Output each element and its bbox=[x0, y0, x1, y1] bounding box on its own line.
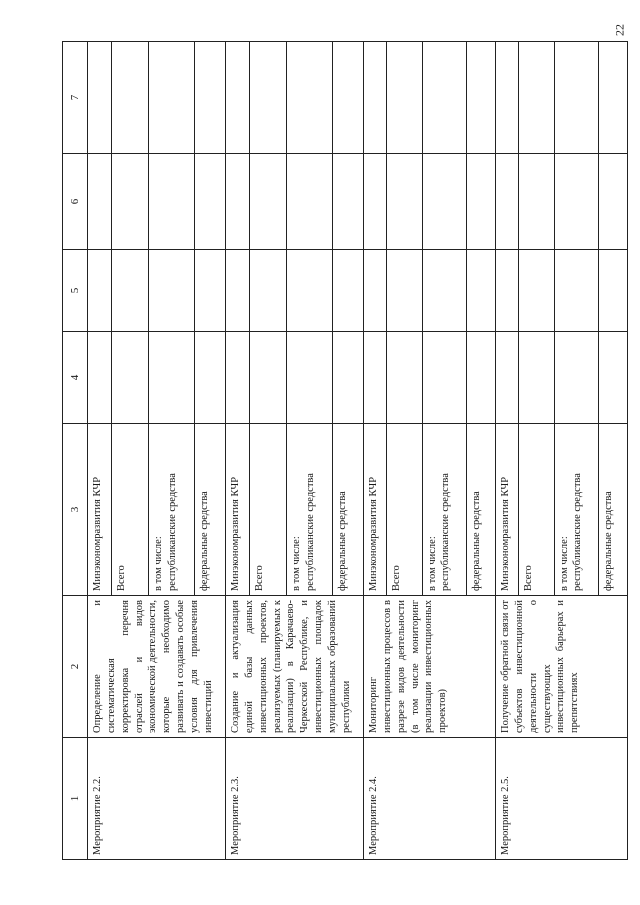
value-cell bbox=[422, 250, 466, 332]
funding-source: Всего bbox=[518, 424, 554, 596]
value-cell bbox=[250, 250, 287, 332]
value-cell bbox=[495, 250, 518, 332]
value-cell bbox=[363, 332, 386, 424]
table-row bbox=[363, 42, 386, 860]
measure-id: Мероприятие 2.2. bbox=[88, 738, 226, 860]
measure-description: Получение обратной связи от субъектов инвестиционной деятельности о существующих инвестиционных барьерах и препятствиях bbox=[495, 596, 627, 738]
funding-source: федеральные средства bbox=[466, 424, 495, 596]
table-sheet bbox=[62, 42, 628, 860]
funding-source: Минэкономразвития КЧР bbox=[88, 424, 112, 596]
column-header: 2 bbox=[63, 596, 88, 738]
value-cell bbox=[387, 42, 423, 154]
column-header: 7 bbox=[63, 42, 88, 154]
rotated-table-wrapper bbox=[62, 42, 628, 860]
measure-id: Мероприятие 2.3. bbox=[225, 738, 363, 860]
value-cell bbox=[195, 332, 226, 424]
value-cell bbox=[287, 250, 333, 332]
value-cell bbox=[518, 332, 554, 424]
funding-source: в том числе: республиканские средства bbox=[554, 424, 598, 596]
value-cell bbox=[250, 332, 287, 424]
funding-source: Минэкономразвития КЧР bbox=[495, 424, 518, 596]
funding-source: Всего bbox=[250, 424, 287, 596]
value-cell bbox=[333, 154, 364, 250]
value-cell bbox=[225, 332, 249, 424]
value-cell bbox=[422, 332, 466, 424]
value-cell bbox=[363, 42, 386, 154]
value-cell bbox=[112, 154, 149, 250]
value-cell bbox=[287, 154, 333, 250]
value-cell bbox=[466, 250, 495, 332]
value-cell bbox=[88, 42, 112, 154]
value-cell bbox=[466, 42, 495, 154]
value-cell bbox=[250, 42, 287, 154]
value-cell bbox=[518, 154, 554, 250]
page-number: 22 bbox=[612, 24, 627, 36]
value-cell bbox=[422, 154, 466, 250]
value-cell bbox=[88, 332, 112, 424]
column-header: 3 bbox=[63, 424, 88, 596]
column-header: 6 bbox=[63, 154, 88, 250]
value-cell bbox=[518, 42, 554, 154]
table-row bbox=[495, 42, 518, 860]
measure-id: Мероприятие 2.4. bbox=[363, 738, 495, 860]
value-cell bbox=[363, 250, 386, 332]
value-cell bbox=[466, 332, 495, 424]
value-cell bbox=[333, 332, 364, 424]
measure-id: Мероприятие 2.5. bbox=[495, 738, 627, 860]
funding-source: Минэкономразвития КЧР bbox=[363, 424, 386, 596]
header-row bbox=[63, 42, 88, 860]
funding-source: федеральные средства bbox=[195, 424, 226, 596]
value-cell bbox=[333, 42, 364, 154]
funding-source: Всего bbox=[387, 424, 423, 596]
value-cell bbox=[554, 42, 598, 154]
value-cell bbox=[518, 250, 554, 332]
measure-description: Создание и актуализация единой базы данных инвестиционных проектов, реализуемых (планируемых к реализации) в Карачаево-Черкесской Республике, и инвестиционных площадок муниципальных образований республики bbox=[225, 596, 363, 738]
measure-description: Мониторинг инвестиционных процессов в разрезе видов деятельности (в том числе мониторинг реализации инвестиционных проектов) bbox=[363, 596, 495, 738]
funding-source: Всего bbox=[112, 424, 149, 596]
value-cell bbox=[495, 154, 518, 250]
value-cell bbox=[195, 154, 226, 250]
value-cell bbox=[363, 154, 386, 250]
value-cell bbox=[250, 154, 287, 250]
value-cell bbox=[466, 154, 495, 250]
value-cell bbox=[287, 332, 333, 424]
funding-source: федеральные средства bbox=[598, 424, 627, 596]
value-cell bbox=[225, 250, 249, 332]
value-cell bbox=[598, 250, 627, 332]
value-cell bbox=[225, 42, 249, 154]
value-cell bbox=[387, 250, 423, 332]
value-cell bbox=[598, 332, 627, 424]
value-cell bbox=[149, 250, 195, 332]
funding-source: в том числе: республиканские средства bbox=[149, 424, 195, 596]
value-cell bbox=[149, 154, 195, 250]
value-cell bbox=[387, 332, 423, 424]
value-cell bbox=[554, 250, 598, 332]
funding-source: Минэкономразвития КЧР bbox=[225, 424, 249, 596]
value-cell bbox=[149, 332, 195, 424]
value-cell bbox=[195, 250, 226, 332]
value-cell bbox=[598, 154, 627, 250]
value-cell bbox=[88, 154, 112, 250]
value-cell bbox=[554, 332, 598, 424]
value-cell bbox=[287, 42, 333, 154]
value-cell bbox=[149, 42, 195, 154]
measures-table bbox=[62, 41, 628, 860]
value-cell bbox=[598, 42, 627, 154]
funding-source: в том числе: республиканские средства bbox=[422, 424, 466, 596]
value-cell bbox=[88, 250, 112, 332]
value-cell bbox=[333, 250, 364, 332]
funding-source: в том числе: республиканские средства bbox=[287, 424, 333, 596]
value-cell bbox=[112, 250, 149, 332]
measure-description: Определение и систематическая корректировка перечня отраслей и видов экономической деятельности, которые необходимо развивать и создавать особые условия для привлечения инвестиций bbox=[88, 596, 226, 738]
value-cell bbox=[195, 42, 226, 154]
table-row bbox=[225, 42, 249, 860]
value-cell bbox=[387, 154, 423, 250]
column-header: 4 bbox=[63, 332, 88, 424]
value-cell bbox=[495, 42, 518, 154]
column-header: 5 bbox=[63, 250, 88, 332]
value-cell bbox=[422, 42, 466, 154]
value-cell bbox=[225, 154, 249, 250]
value-cell bbox=[554, 154, 598, 250]
column-header: 1 bbox=[63, 738, 88, 860]
value-cell bbox=[112, 42, 149, 154]
funding-source: федеральные средства bbox=[333, 424, 364, 596]
table-row bbox=[88, 42, 112, 860]
value-cell bbox=[495, 332, 518, 424]
value-cell bbox=[112, 332, 149, 424]
